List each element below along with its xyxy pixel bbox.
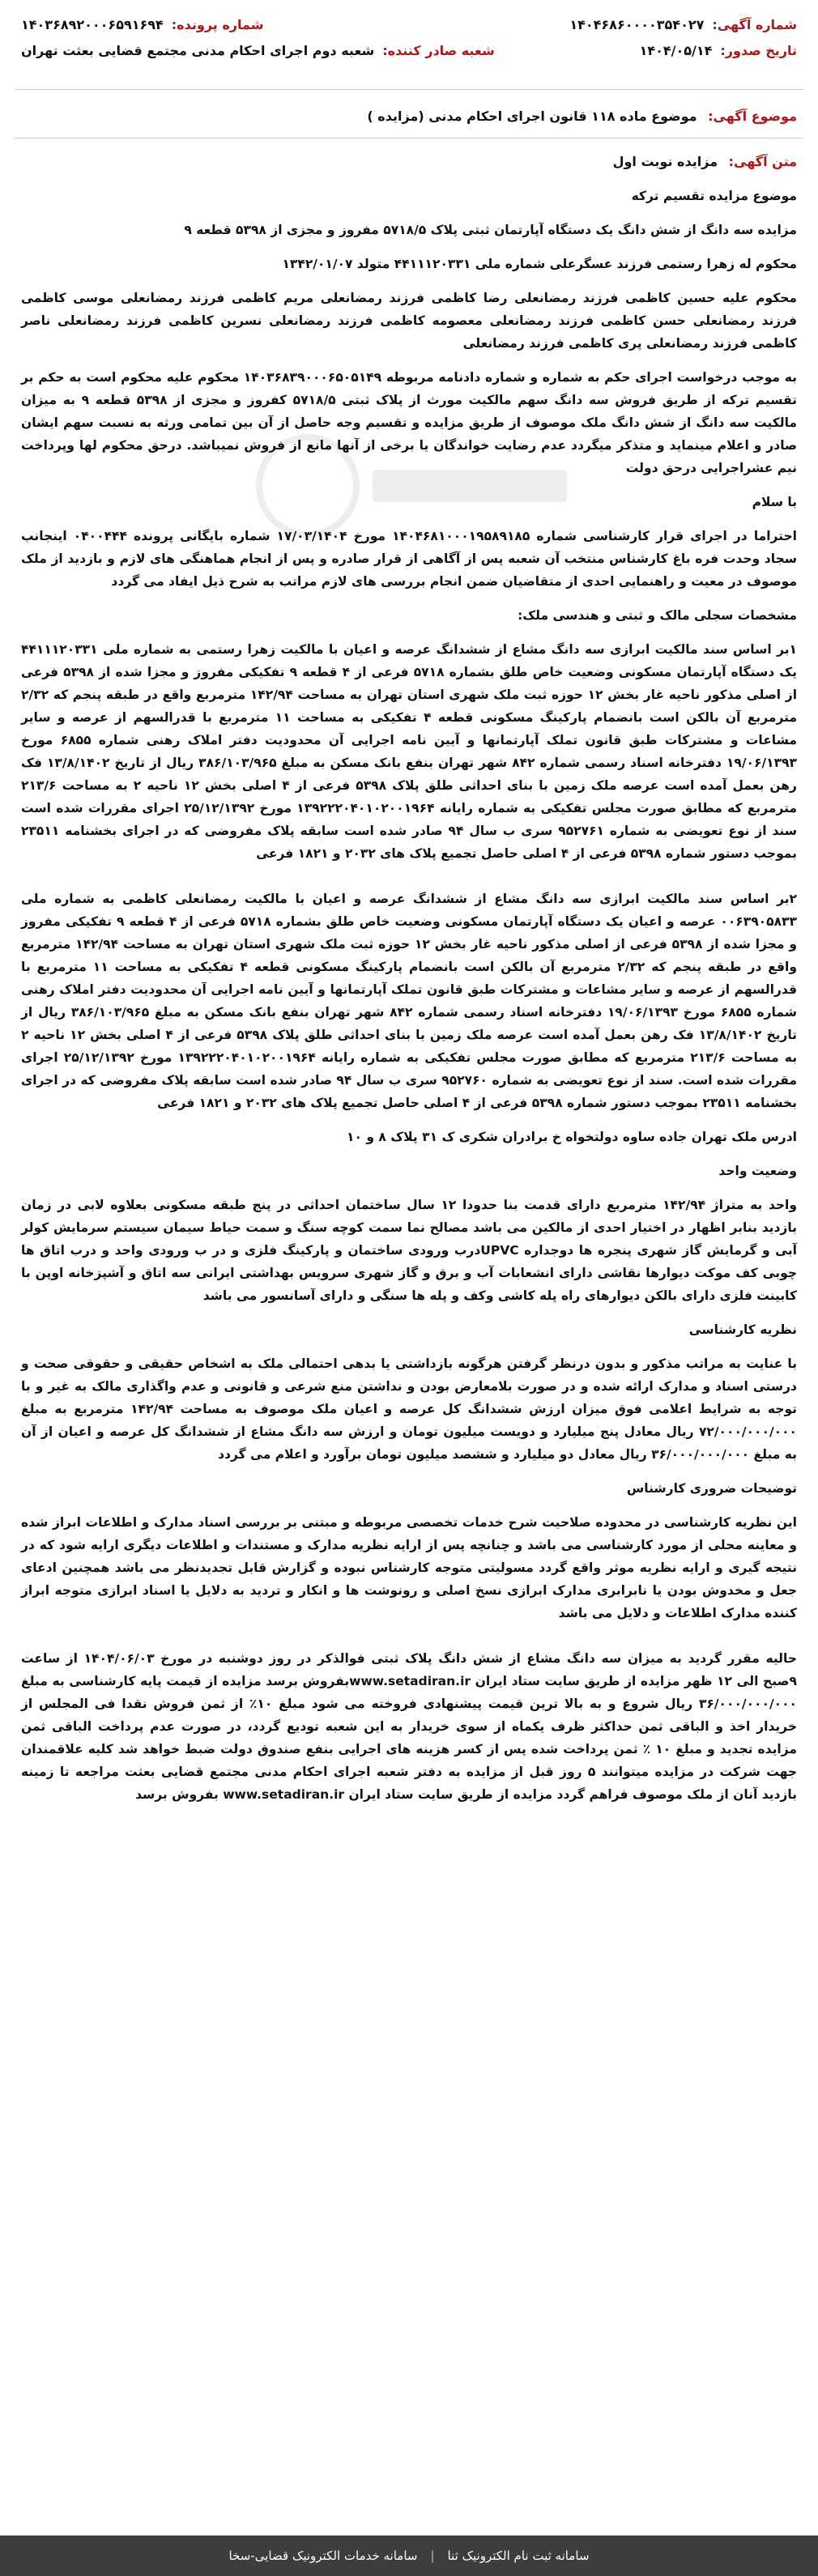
footer-separator: | xyxy=(430,2548,435,2563)
section-notes: توضیحات ضروری کارشناس xyxy=(626,1481,797,1496)
text-label: متن آگهی: xyxy=(728,154,797,169)
deed-1: ۱بر اساس سند مالکیت ابرازی سه دانگ مشاع از ششدانگ عرصه و اعیان با مالکیت زهرا رستمی به شماره ملی ۴۴۱۱۱۲۰۳۳۱ یک دستگاه آپارتمان مسکونی وضعیت خاص طلق بشماره ۵۷۱۸ فرعی از ۴ قطعه ۹ تفکیکی مفروز و مجزا شده از ۵۳۹۸ فرعی از اصلی مذکور ناحیه غار بخش ۱۲ حوزه ثبت ملک شهری استان تهران به مساحت ۱۴۲/۹۴ مترمربع واقع در طبقه پنجم که ۲/۳۲ مترمربع آن بالکن است بانضمام پارکینگ مسکونی قطعه ۴ تفکیکی به مساحت ۱۱ مترمربع با قدرالسهم از عرصه و سایر مشاعات و مشترکات طبق قانون تملک آپارتمانها و آیین نامه اجرایی آن محدودیت دفتر املاک رهنی شماره ۶۸۵۵ مورخ ۱۹/۰۶/۱۳۹۳ دفترخانه اسناد رسمی شماره ۸۴۲ شهر تهران بنفع بانک مسکن به مبلغ ۳۸۶/۱۰۳/۹۶۵ ریال از تاریخ ۱۳/۸/۱۴۰۲ فک رهن بعمل آمده است عرصه ملک زمین با بنای احداثی طلق پلاک ۵۳۹۸ فرعی از ۴ اصلی بخش ۱۲ ناحیه ۲ به مساحت ۲۱۳/۶ مترمربع که مطابق صورت مجلس تفکیکی به شماره رایانه ۱۳۹۲۲۲۰۴۰۱۰۲۰۰۱۹۶۴ مورخ ۲۵/۱۲/۱۳۹۲ اجرای مقررات شده است سند از نوع تعویضی به شماره ۹۵۲۷۶۱ سری ب سال ۹۴ صادر شده است سابقه پلاک مفروضی که در اجرای بخشنامه ۲۳۵۱۱ بموجب دستور شماره ۵۳۹۸ فرعی از ۴ اصلی حاصل تجمیع پلاک های ۲۰۳۲ و ۱۸۲۱ فرعی xyxy=(21,642,798,861)
issuer-branch-label: شعبه صادر کننده: xyxy=(382,42,495,58)
notice-header xyxy=(0,0,818,81)
ad-number xyxy=(569,17,797,32)
footer-bar xyxy=(0,2536,818,2576)
section-status: وضعیت واحد xyxy=(718,1164,797,1178)
footer-link-sakha[interactable]: سامانه خدمات الکترونیک قضایی-سخا xyxy=(228,2548,418,2563)
judgment-debtors: محکوم علیه حسین کاظمی فرزند رمضانعلی رضا کاظمی فرزند رمضانعلی مریم کاظمی فرزند رمضانعلی موسی کاظمی فرزند رمضانعلی حسن کاظمی فرزند رمضانعلی معصومه کاظمی فرزند رمضانعلی نسرین کاظمی فرزند رمضانعلی ناصر کاظمی فرزند رمضانعلی پری کاظمی فرزند رمضانعلی xyxy=(21,291,797,351)
deed-2: ۲بر اساس سند مالکیت ابرازی سه دانگ مشاع از ششدانگ عرصه و اعیان با مالکیت رمضانعلی کاظمی به شماره ملی ۰۰۶۳۹۰۵۸۳۳ عرصه و اعیان یک دستگاه آپارتمان مسکونی وضعیت خاص طلق بشماره ۵۷۱۸ فرعی از ۴ قطعه ۹ تفکیکی مفروز و مجزا شده از ۵۳۹۸ فرعی از اصلی مذکور ناحیه غار بخش ۱۲ حوزه ثبت ملک شهری استان تهران به مساحت ۱۴۲/۹۴ مترمربع واقع در طبقه پنجم که ۲/۳۲ مترمربع آن بالکن است بانضمام پارکینگ مسکونی قطعه ۴ تفکیکی به مساحت ۱۱ مترمربع با قدرالسهم از عرصه و سایر مشاعات و مشترکات طبق قانون تملک آپارتمانها و آیین نامه اجرایی آن محدودیت دفتر املاک رهنی شماره ۶۸۵۵ مورخ ۱۹/۰۶/۱۳۹۳ دفترخانه اسناد رسمی شماره ۸۴۲ شهر تهران بنفع بانک مسکن به مبلغ ۳۸۶/۱۰۳/۹۶۵ ریال از تاریخ ۱۳/۸/۱۴۰۲ فک رهن بعمل آمده است عرصه ملک زمین با بنای احداثی طلق پلاک ۵۳۹۸ فرعی از ۴ اصلی بخش ۱۲ ناحیه ۲ به مساحت ۲۱۳/۶ مترمربع که مطابق صورت مجلس تفکیکی به شماره رایانه ۱۳۹۲۲۲۰۴۰۱۰۲۰۰۱۹۶۴ مورخ ۲۵/۱۲/۱۳۹۲ اجرای مقررات شده است. سند از نوع تعویضی به شماره ۹۵۲۷۶۰ سری ب سال ۹۴ صادر شده است سابقه پلاک مفروضی که در اجرای بخشنامه ۲۳۵۱۱ بموجب دستور شماره ۵۳۹۸ فرعی از ۴ اصلی حاصل تجمیع پلاک های ۲۰۳۲ و ۱۸۲۱ فرعی xyxy=(21,892,798,1110)
ad-number-label: شماره آگهی: xyxy=(712,16,797,32)
notice-body xyxy=(21,185,797,1817)
subject-label: موضوع آگهی: xyxy=(708,109,797,124)
property-address: ادرس ملک تهران جاده ساوه دولتخواه خ برادران شکری ک ۳۱ پلاک ۸ و ۱۰ xyxy=(347,1130,797,1144)
issue-date-label: تاریخ صدور: xyxy=(720,42,797,58)
auction-terms: حالیه مقرر گردید به میزان سه دانگ مشاع از شش دانگ پلاک ثبتی فوالذکر در روز دوشنبه در مورخ ۱۴۰۴/۰۶/۰۳ از ساعت ۹صبح الی ۱۲ ظهر مزایده از طریق سایت ستاد ایران www.setadiran.irبفروش برسد مزایده از قیمت پایه کارشناسی به مبلغ ۳۶/۰۰۰/۰۰۰/۰۰۰ ریال شروع و به بالا ترین قیمت پیشنهادی فروخته می شود مبلغ ۱۰٪ از ثمن فروش نقدا فی المجلس از خریدار اخذ و الباقی ثمن حداکثر ظرف یکماه از سوی خریدار به این شعبه تودیع گردد، در صورت عدم پرداخت الباقی ثمن مزایده تجدید و مبلغ ۱۰ ٪ ثمن پرداخت شده پس از کسر هزینه های اجرایی بنفع صندوق دولت ضبط خواهد شد کلیه علاقمندان جهت شرکت در مزایده میتوانند ۵ روز قبل از مزایده به دفتر شعبه اجرای احکام مدنی مجتمع قضایی بعثت مراجعه تا زمینه بازدید آنان از ملک موصوف فراهم گردد مزایده از طریق سایت ستاد ایران www.setadiran.ir بفروش برسد xyxy=(21,1651,798,1802)
case-number-value: ۱۴۰۳۶۸۹۲۰۰۰۶۵۹۱۶۹۴ xyxy=(21,16,164,32)
expert-notes: این نظریه کارشناسی در محدوده صلاحیت شرح خدمات تخصصی مربوطه و مبتنی بر بررسی اسناد مدارک و اطلاعات ابراز شده و معاینه محلی از مورد کارشناسی می باشد و چنانچه پس از ارایه نظریه مدارک و مستندات و اطلاعات دیگری ارایه شود که در نتیجه گیری و ارایه نظریه موثر واقع گردد مسولیتی متوجه کارشناس نبوده و گزارش قابل تجدیدنظر می باشد همچنین ادعای جعل و مخدوش بودن یا نابرابری مدارک ابرازی نسخ اصلی و رونوشت ها و انکار و تردید به دلایل یا اسناد ابرازی متوجه ابراز کننده مدارک اطلاعات و دلایل می باشد xyxy=(21,1515,797,1620)
greeting: با سلام xyxy=(752,495,797,509)
auction-item: مزایده سه دانگ از شش دانگ یک دستگاه آپارتمان ثبتی پلاک ۵۷۱۸/۵ مفروز و مجزی از ۵۳۹۸ قطعه ۹ xyxy=(184,223,797,237)
divider xyxy=(15,89,803,90)
issue-date-value: ۱۴۰۴/۰۵/۱۴ xyxy=(639,42,713,58)
footer-link-sana[interactable]: سامانه ثبت نام الکترونیک ثنا xyxy=(447,2548,590,2563)
judgment-creditor: محکوم له زهرا رستمی فرزند عسگرعلی شماره ملی ۴۴۱۱۱۲۰۳۳۱ متولد ۱۳۴۲/۰۱/۰۷ xyxy=(282,257,797,271)
unit-description: واحد به متراژ ۱۴۲/۹۴ مترمربع دارای قدمت بنا حدودا ۱۲ سال ساختمان احداثی در پنج طبقه مسکونی بعلاوه لابی در زمان بازدید بنابر اظهار در اختیار احدی از مالکین می باشد مصالح نما سمت کوچه سنگ و سمت حیاط سیمان سیستم سرمایش کولر آبی و گرمایش گاز شهری پنجره ها دوجداره UPVCدرب ورودی ساختمان و پارکینگ فلزی و در ب ورودی واحد و درب اتاق ها چوبی کف موکت دیوارها نقاشی دارای انشعابات آب و برق و گاز شهری سرویس بهداشتی ایرانی سه اتاق و آشپزخانه اوپن با کابینت فلزی دارای بالکن دیوارهای راه پله کاشی وکف و پله ها سنگی و دارای آسانسور می باشد xyxy=(21,1198,797,1303)
notice-subject xyxy=(21,109,797,124)
section-registry: مشخصات سجلی مالک و ثبتی و هندسی ملک: xyxy=(518,608,797,623)
subject-value: موضوع ماده ۱۱۸ قانون اجرای احکام مدنی (مزایده ) xyxy=(367,109,697,124)
judgment-summary: به موجب درخواست اجرای حکم به شماره و شماره دادنامه مربوطه ۱۴۰۳۶۸۳۹۰۰۰۶۵۰۵۱۴۹ محکوم علیه محکوم است به حکم بر تقسیم ترکه از طریق فروش سه دانگ سهم مالکیت مورث از پلاک ثبتی ۵۷۱۸/۵ کفروز و مجزی از ۵۳۹۸ قطعه ۹ به میزان مالکیت سه دانگ از شش دانگ ملک موصوف از طریق مزایده و تقسیم وجه حاصل از آن بین تمامی ورثه به نسبت سهم ایشان صادر و اعلام مینماید و متذکر میگردد عدم رضایت خواندگان یا برخی از آنها مانع از فروش نمیباشد. درحق محکوم لها وپرداخت نیم عشراجرایی درحق دولت xyxy=(21,370,798,475)
notice-text-heading xyxy=(613,154,797,169)
auction-round: مزایده نوبت اول xyxy=(612,154,718,169)
issue-date xyxy=(640,43,797,58)
ad-number-value: ۱۴۰۴۶۸۶۰۰۰۰۳۵۴۰۲۷ xyxy=(569,16,705,32)
issuer-branch xyxy=(21,43,495,58)
issuer-branch-value: شعبه دوم اجرای احکام مدنی مجتمع قضایی بعثت تهران xyxy=(21,42,375,58)
expert-intro: احتراما در اجرای قرار کارشناسی شماره ۱۴۰۴۶۸۱۰۰۰۱۹۵۸۹۱۸۵ مورخ ۱۷/۰۳/۱۴۰۴ شماره بایگانی پرونده ۰۴۰۰۴۴۴ اینجانب سجاد وحدت فره باغ کارشناس منتخب آن شعبه پس از آگاهی از قرار صادره و پس از انجام هماهنگی های لازم و بازدید از ملک موصوف در معیت و راهنمایی احدی از متقاضیان ضمن انجام بررسی های لازم مراتب به شرح ذیل ایفاد می گردد xyxy=(21,529,797,589)
case-number xyxy=(21,17,263,32)
case-number-label: شماره پرونده: xyxy=(171,16,264,32)
expert-opinion: با عنایت به مراتب مذکور و بدون درنظر گرفتن هرگونه بازداشتی یا بدهی احتمالی ملک به اشخاص حقیقی و حقوقی صحت و درستی اسناد و مدارک ارائه شده و در صورت بلامعارض بودن و نداشتن منع شرعی و قانونی و عدم واگذاری مالک به غیر و با توجه به شرایط اعلامی فوق میزان ارزش ششدانگ کل عرصه و اعیان ملک موصوف به مساحت ۱۴۲/۹۴ مترمربع به مبلغ ۷۲/۰۰۰/۰۰۰/۰۰۰ ریال معادل پنج میلیارد و دویست میلیون تومان و ارزش سه دانگ مشاع از ششدانگ کل عرصه و اعیان از آن به مبلغ ۳۶/۰۰۰/۰۰۰/۰۰۰ ریال معادل دو میلیارد و ششصد میلیون تومان برآورد و اعلام می گردد xyxy=(21,1356,797,1462)
body-title: موضوع مزایده تقسیم ترکه xyxy=(631,189,797,203)
section-opinion: نظریه کارشناسی xyxy=(688,1322,797,1337)
